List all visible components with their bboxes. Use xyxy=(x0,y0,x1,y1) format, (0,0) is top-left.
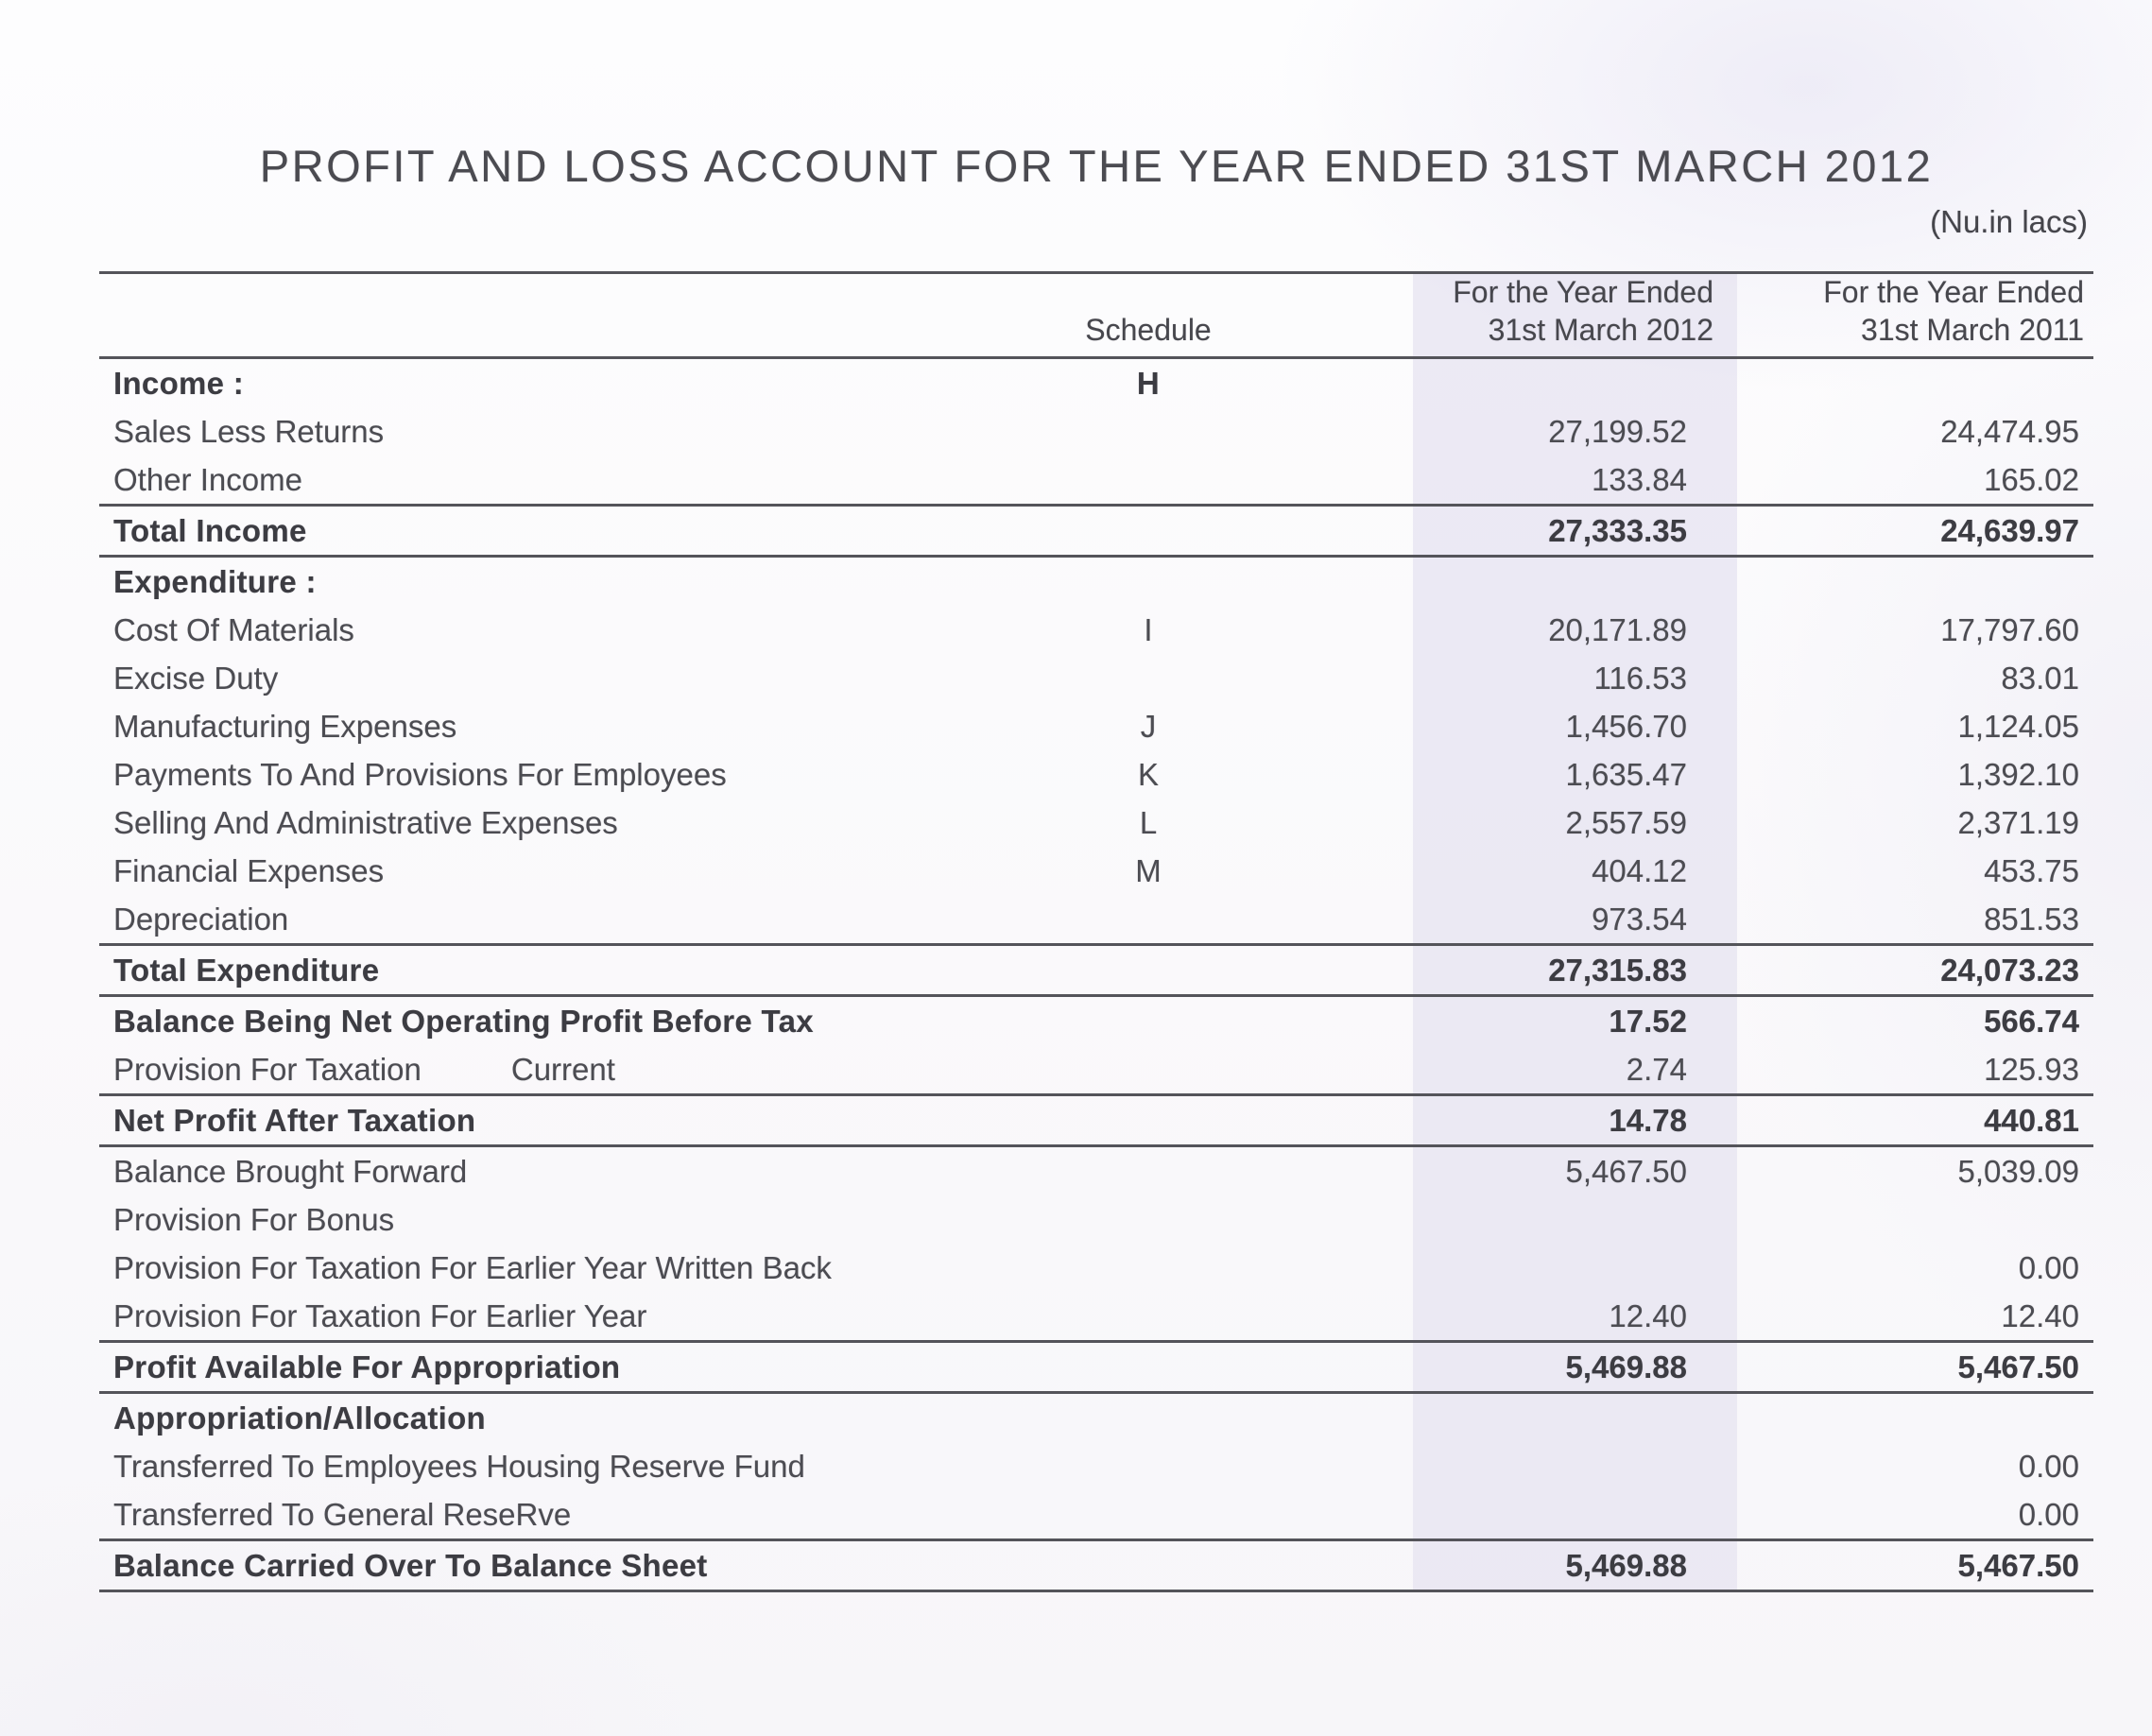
table-row xyxy=(99,1045,2093,1096)
table-row xyxy=(99,1244,2093,1292)
row-label: Total Expenditure xyxy=(113,952,380,988)
row-value-2012: 12.40 xyxy=(1609,1298,1687,1333)
row-value-2011: 125.93 xyxy=(1984,1051,2079,1087)
row-value-2012: 116.53 xyxy=(1593,660,1687,696)
table-row xyxy=(99,1096,2093,1147)
row-value-2012: 404.12 xyxy=(1592,852,1687,888)
row-value-2011: 83.01 xyxy=(2001,660,2079,696)
row-schedule: M xyxy=(1135,852,1162,888)
row-value-2011: 1,392.10 xyxy=(1957,756,2079,792)
table-row xyxy=(99,1343,2093,1394)
row-value-2011: 851.53 xyxy=(1984,901,2079,937)
row-value-2011: 0.00 xyxy=(2018,1496,2079,1532)
table-row xyxy=(99,799,2093,847)
table-row xyxy=(99,895,2093,946)
table-row xyxy=(99,558,2093,606)
row-value-2011: 0.00 xyxy=(2018,1448,2079,1484)
row-value-2011: 2,371.19 xyxy=(1957,804,2079,840)
row-value-2011: 165.02 xyxy=(1984,461,2079,497)
row-label: Net Profit After Taxation xyxy=(113,1102,476,1138)
row-label: Balance Brought Forward xyxy=(113,1153,468,1189)
header-year-2011-line2: 31st March 2011 xyxy=(1861,313,2084,347)
row-value-2012: 1,635.47 xyxy=(1565,756,1687,792)
row-label: Provision For Bonus xyxy=(113,1201,395,1237)
row-label: Other Income xyxy=(113,461,302,497)
row-label: Manufacturing Expenses xyxy=(113,708,457,744)
row-label: Cost Of Materials xyxy=(113,611,354,647)
table-row xyxy=(99,359,2093,407)
row-schedule: J xyxy=(1140,708,1157,744)
row-value-2012: 14.78 xyxy=(1609,1102,1687,1138)
row-value-2011: 566.74 xyxy=(1984,1003,2079,1039)
row-value-2011: 17,797.60 xyxy=(1940,611,2079,647)
row-label: Balance Carried Over To Balance Sheet xyxy=(113,1547,708,1583)
table-row xyxy=(99,455,2093,507)
row-schedule: H xyxy=(1136,365,1161,401)
row-value-2012: 5,467.50 xyxy=(1565,1153,1687,1189)
row-label: Depreciation xyxy=(113,901,289,937)
header-schedule: Schedule xyxy=(1085,313,1212,347)
table-row xyxy=(99,750,2093,799)
row-label: Provision For Taxation For Earlier Year xyxy=(113,1298,647,1333)
row-value-2011: 24,073.23 xyxy=(1940,952,2079,988)
header-year-2011-line1: For the Year Ended xyxy=(1823,275,2084,309)
header-year-2012-line1: For the Year Ended xyxy=(1453,275,1713,309)
row-value-2012: 27,333.35 xyxy=(1548,512,1687,548)
row-label: Transferred To General ReseRve xyxy=(113,1496,572,1532)
table-row xyxy=(99,654,2093,702)
row-schedule: I xyxy=(1144,611,1153,647)
row-value-2012: 20,171.89 xyxy=(1548,611,1687,647)
row-value-2012: 1,456.70 xyxy=(1565,708,1687,744)
table-row xyxy=(99,1442,2093,1490)
row-value-2012: 2,557.59 xyxy=(1565,804,1687,840)
row-value-2012: 133.84 xyxy=(1592,461,1687,497)
row-value-2012: 5,469.88 xyxy=(1565,1349,1687,1384)
table-row xyxy=(99,997,2093,1045)
unit-note: (Nu.in lacs) xyxy=(1930,204,2088,239)
table-row xyxy=(99,702,2093,750)
row-value-2011: 24,639.97 xyxy=(1940,512,2079,548)
row-label: Profit Available For Appropriation xyxy=(113,1349,621,1384)
table-row xyxy=(99,1541,2093,1592)
row-value-2012: 27,315.83 xyxy=(1548,952,1687,988)
table-row xyxy=(99,946,2093,997)
row-value-2012: 17.52 xyxy=(1609,1003,1687,1039)
table-row xyxy=(99,1292,2093,1343)
row-value-2012: 5,469.88 xyxy=(1565,1547,1687,1583)
table-header xyxy=(99,274,2093,359)
row-value-2011: 440.81 xyxy=(1984,1102,2079,1138)
row-value-2011: 453.75 xyxy=(1984,852,2079,888)
table-row xyxy=(99,507,2093,558)
row-value-2011: 12.40 xyxy=(2001,1298,2079,1333)
row-label: Selling And Administrative Expenses xyxy=(113,804,618,840)
header-year-2011 xyxy=(1737,273,2093,356)
row-label: Transferred To Employees Housing Reserve Fund xyxy=(113,1448,805,1484)
row-label: Provision For Taxation For Earlier Year Written Back xyxy=(113,1249,832,1285)
row-schedule: K xyxy=(1137,756,1159,792)
row-value-2011: 0.00 xyxy=(2018,1249,2079,1285)
header-year-2012-line2: 31st March 2012 xyxy=(1488,313,1713,347)
table-row xyxy=(99,1490,2093,1541)
row-label: Financial Expenses xyxy=(113,852,385,888)
table-row xyxy=(99,1195,2093,1244)
row-label: Balance Being Net Operating Profit Before Tax xyxy=(113,1003,814,1039)
row-value-2012: 2.74 xyxy=(1626,1051,1687,1087)
row-value-2011: 1,124.05 xyxy=(1957,708,2079,744)
table-row xyxy=(99,1147,2093,1195)
row-label: Sales Less Returns xyxy=(113,413,385,449)
table-row xyxy=(99,407,2093,455)
row-label: Total Income xyxy=(113,512,307,548)
row-sublabel: Current xyxy=(510,1051,615,1087)
table-row xyxy=(99,606,2093,654)
row-value-2011: 24,474.95 xyxy=(1940,413,2079,449)
row-schedule: L xyxy=(1139,804,1158,840)
row-label: Appropriation/Allocation xyxy=(113,1400,487,1435)
profit-loss-table xyxy=(99,271,2093,1592)
row-label: Payments To And Provisions For Employees xyxy=(113,756,727,792)
row-label: Provision For Taxation Current xyxy=(113,1051,615,1087)
row-label: Expenditure : xyxy=(113,563,317,599)
table-body xyxy=(99,359,2093,1592)
row-value-2012: 27,199.52 xyxy=(1548,413,1687,449)
table-row xyxy=(99,1394,2093,1442)
table-row xyxy=(99,847,2093,895)
row-value-2011: 5,467.50 xyxy=(1957,1349,2079,1384)
row-value-2011: 5,467.50 xyxy=(1957,1547,2079,1583)
row-label: Excise Duty xyxy=(113,660,279,696)
row-value-2012: 973.54 xyxy=(1592,901,1687,937)
row-value-2011: 5,039.09 xyxy=(1957,1153,2079,1189)
header-year-2012 xyxy=(1271,273,1737,356)
page-title: PROFIT AND LOSS ACCOUNT FOR THE YEAR ENDED 31ST MARCH 2012 xyxy=(259,141,1934,191)
row-label: Income : xyxy=(113,365,245,401)
